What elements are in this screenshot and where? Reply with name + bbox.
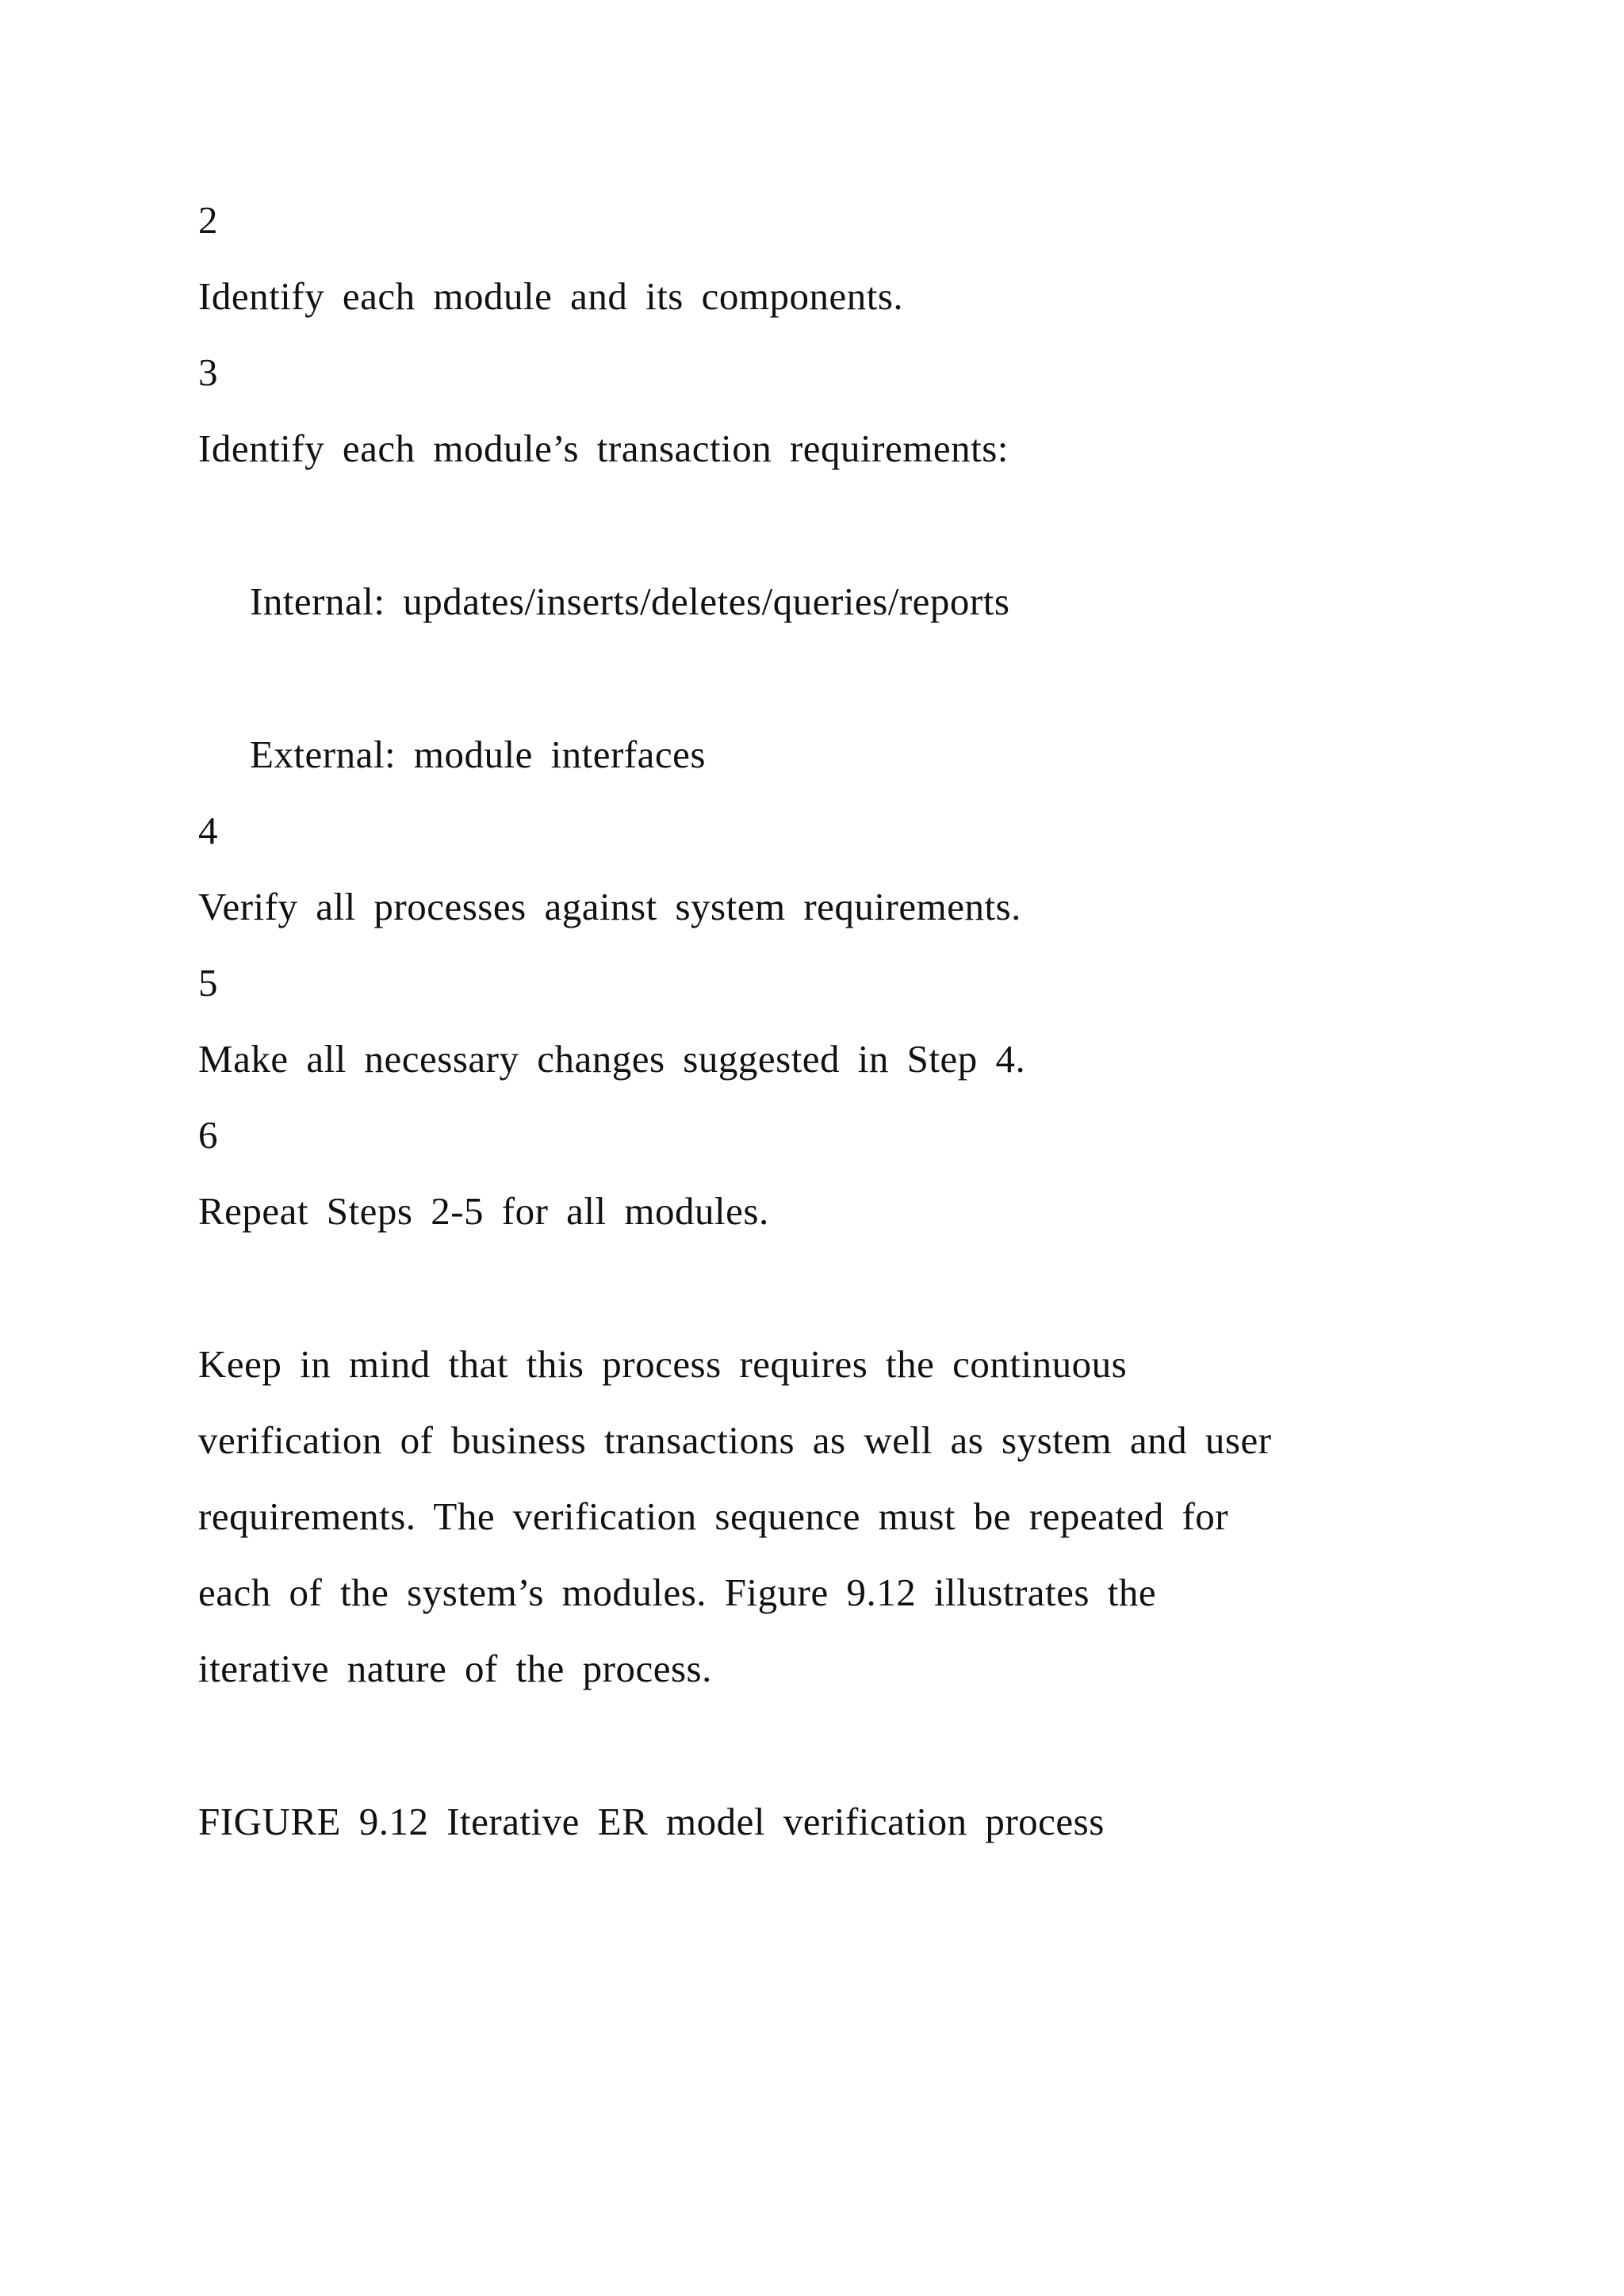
sub-item-external: External: module interfaces: [250, 733, 706, 776]
paragraph-line: iterative nature of the process.: [198, 1647, 712, 1690]
sub-item-internal: Internal: updates/inserts/deletes/queries/reports: [250, 580, 1010, 623]
step-number-3: 3: [198, 350, 218, 394]
step-text-4: Verify all processes against system requirements.: [198, 885, 1021, 928]
step-number-6: 6: [198, 1113, 218, 1157]
paragraph-line: requirements. The verification sequence must be repeated for: [198, 1494, 1229, 1538]
step-text-3: Identify each module’s transaction requirements:: [198, 427, 1009, 470]
step-number-4: 4: [198, 809, 218, 852]
step-text-2: Identify each module and its components.: [198, 274, 904, 318]
step-text-6: Repeat Steps 2-5 for all modules.: [198, 1189, 769, 1233]
paragraph-line: verification of business transactions as well as system and user: [198, 1418, 1272, 1462]
paragraph-line: Keep in mind that this process requires the continuous: [198, 1342, 1128, 1386]
paragraph-line: each of the system’s modules. Figure 9.12 illustrates the: [198, 1571, 1157, 1614]
step-text-5: Make all necessary changes suggested in Step 4.: [198, 1037, 1026, 1081]
step-number-2: 2: [198, 198, 218, 242]
figure-caption: FIGURE 9.12 Iterative ER model verification process: [198, 1800, 1105, 1843]
step-number-5: 5: [198, 961, 218, 1004]
